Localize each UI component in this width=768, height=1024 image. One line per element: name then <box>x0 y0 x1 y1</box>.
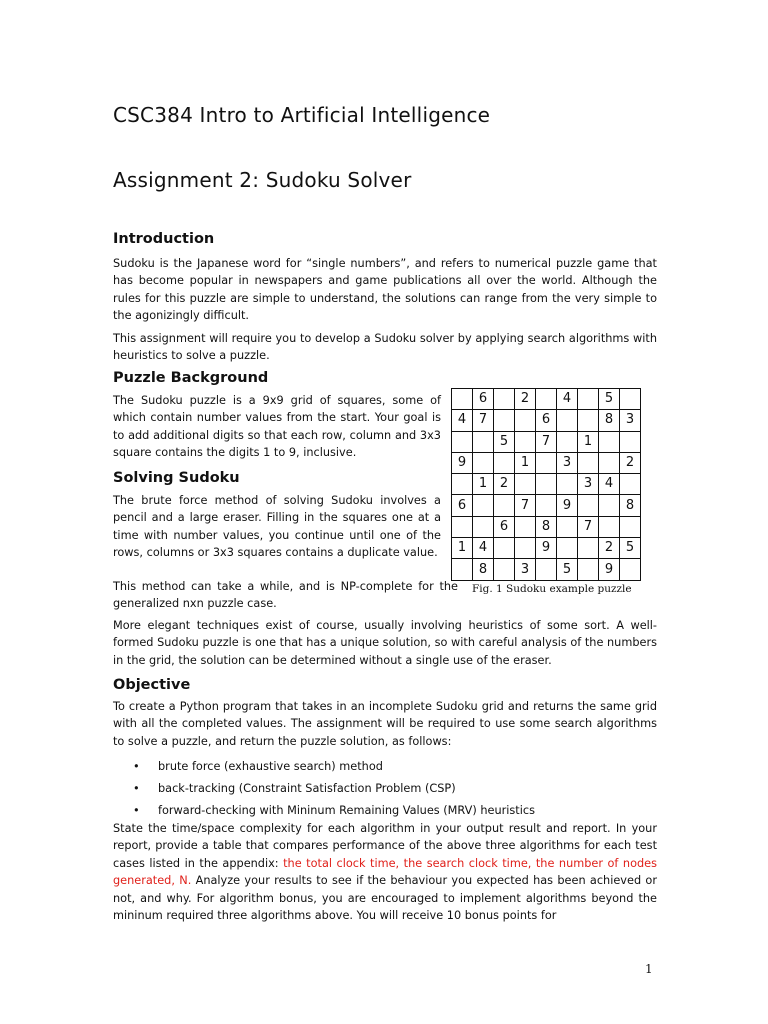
sudoku-cell: 5 <box>494 431 515 452</box>
sudoku-cell: 4 <box>452 410 473 431</box>
sudoku-cell <box>599 431 620 452</box>
sudoku-cell: 9 <box>536 538 557 559</box>
sudoku-cell: 8 <box>620 495 641 516</box>
sudoku-cell: 1 <box>578 431 599 452</box>
sudoku-cell: 7 <box>536 431 557 452</box>
bullet-icon: • <box>133 782 140 795</box>
sudoku-cell <box>473 495 494 516</box>
list-item-text: brute force (exhaustive search) method <box>158 760 383 773</box>
puzzle-background-heading: Puzzle Background <box>113 370 269 386</box>
list-item-text: back-tracking (Constraint Satisfaction Problem (CSP) <box>158 782 456 795</box>
list-item <box>113 780 535 802</box>
puzzle-background-paragraph: The Sudoku puzzle is a 9x9 grid of squares, some of which contain number values from the start. Your goal is to add additional digits so that each row, column and 3x3 square contains the digits 1 to 9, inclusive. <box>113 394 441 460</box>
sudoku-row <box>452 559 641 580</box>
sudoku-cell <box>578 452 599 473</box>
sudoku-cell <box>515 410 536 431</box>
paragraph-text: State the time/space complexity for each algorithm in your output result and report. In your report, provide a table that compares performance of the above three algorithms for each test cases listed in the appendix: <box>113 822 657 870</box>
bullet-icon: • <box>133 760 140 773</box>
bullet-icon: • <box>133 804 140 817</box>
list-item <box>113 758 535 780</box>
sudoku-cell: 3 <box>578 474 599 495</box>
sudoku-cell <box>452 431 473 452</box>
sudoku-cell <box>536 452 557 473</box>
sudoku-cell <box>578 410 599 431</box>
sudoku-cell <box>599 452 620 473</box>
sudoku-cell <box>473 431 494 452</box>
sudoku-row <box>452 538 641 559</box>
list-item-text: forward-checking with Mininum Remaining Values (MRV) heuristics <box>158 804 535 817</box>
sudoku-cell <box>536 389 557 410</box>
sudoku-cell <box>473 452 494 473</box>
sudoku-cell: 1 <box>452 538 473 559</box>
sudoku-row <box>452 452 641 473</box>
sudoku-cell: 1 <box>515 452 536 473</box>
sudoku-row <box>452 516 641 537</box>
sudoku-cell <box>452 516 473 537</box>
sudoku-cell <box>536 495 557 516</box>
algorithm-list <box>113 758 535 824</box>
sudoku-cell <box>494 538 515 559</box>
sudoku-cell <box>452 389 473 410</box>
sudoku-cell: 2 <box>515 389 536 410</box>
sudoku-cell <box>557 516 578 537</box>
introduction-paragraph-1: Sudoku is the Japanese word for “single numbers”, and refers to numerical puzzle game that has become popular in newspapers and game publications all over the world. Although the rules for this puzzle are simple to understand, the solutions can range from the very simple to the agonizingly difficult. <box>113 257 657 323</box>
sudoku-cell: 4 <box>473 538 494 559</box>
objective-paragraph-2 <box>113 820 657 924</box>
sudoku-cell <box>620 516 641 537</box>
sudoku-cell: 2 <box>494 474 515 495</box>
sudoku-cell <box>494 452 515 473</box>
sudoku-cell: 5 <box>599 389 620 410</box>
sudoku-cell: 1 <box>473 474 494 495</box>
sudoku-cell <box>599 516 620 537</box>
sudoku-cell: 3 <box>557 452 578 473</box>
sudoku-cell <box>494 389 515 410</box>
sudoku-cell: 8 <box>473 559 494 580</box>
sudoku-cell: 6 <box>494 516 515 537</box>
introduction-heading: Introduction <box>113 231 215 247</box>
sudoku-cell <box>515 516 536 537</box>
sudoku-cell: 9 <box>557 495 578 516</box>
sudoku-cell <box>536 474 557 495</box>
sudoku-cell <box>578 389 599 410</box>
sudoku-cell: 5 <box>557 559 578 580</box>
sudoku-cell: 6 <box>536 410 557 431</box>
sudoku-cell <box>557 538 578 559</box>
sudoku-cell: 8 <box>536 516 557 537</box>
assignment-title: Assignment 2: Sudoku Solver <box>113 168 412 192</box>
sudoku-cell: 7 <box>578 516 599 537</box>
sudoku-cell <box>578 559 599 580</box>
sudoku-cell: 9 <box>599 559 620 580</box>
sudoku-cell <box>515 538 536 559</box>
sudoku-row <box>452 410 641 431</box>
paragraph-text: Analyze your results to see if the behaviour you expected has been achieved or not, and why. For algorithm bonus, you are encouraged to implement algorithms beyond the mininum required three algorithms above. You will receive 10 bonus points for <box>113 874 657 923</box>
sudoku-row <box>452 495 641 516</box>
sudoku-cell <box>620 431 641 452</box>
solving-sudoku-heading: Solving Sudoku <box>113 470 240 486</box>
sudoku-cell <box>578 538 599 559</box>
sudoku-cell: 4 <box>557 389 578 410</box>
solving-sudoku-paragraph-3: More elegant techniques exist of course, usually involving heuristics of some sort. A well-formed Sudoku puzzle is one that has a unique solution, so with careful analysis of the numbers in the grid, the solution can be determined without a single use of the eraser. <box>113 619 657 667</box>
objective-heading: Objective <box>113 677 191 693</box>
sudoku-cell: 6 <box>473 389 494 410</box>
sudoku-cell <box>494 559 515 580</box>
sudoku-cell: 2 <box>620 452 641 473</box>
sudoku-cell: 7 <box>473 410 494 431</box>
sudoku-cell: 7 <box>515 495 536 516</box>
sudoku-cell <box>515 474 536 495</box>
sudoku-cell <box>494 495 515 516</box>
sudoku-cell <box>452 559 473 580</box>
highlighted-requirement: the total clock time, the search clock time, the number of nodes generated, N. <box>113 856 657 888</box>
sudoku-cell <box>599 495 620 516</box>
figure-caption: Fig. 1 Sudoku example puzzle <box>472 583 632 595</box>
sudoku-cell <box>557 474 578 495</box>
sudoku-cell <box>473 516 494 537</box>
sudoku-cell <box>620 559 641 580</box>
sudoku-cell: 9 <box>452 452 473 473</box>
sudoku-cell <box>620 474 641 495</box>
introduction-paragraph-2: This assignment will require you to develop a Sudoku solver by applying search algorithms with heuristics to solve a puzzle. <box>113 332 657 363</box>
sudoku-cell: 6 <box>452 495 473 516</box>
sudoku-row <box>452 389 641 410</box>
sudoku-cell <box>536 559 557 580</box>
sudoku-cell <box>578 495 599 516</box>
sudoku-cell <box>515 431 536 452</box>
course-title: CSC384 Intro to Artificial Intelligence <box>113 103 491 127</box>
sudoku-cell: 8 <box>599 410 620 431</box>
solving-sudoku-paragraph-2: This method can take a while, and is NP-complete for the generalized nxn puzzle case. <box>113 580 458 611</box>
objective-paragraph-1: To create a Python program that takes in an incomplete Sudoku grid and returns the same grid with all the completed values. The assignment will be required to use some search algorithms to solve a puzzle, and return the puzzle solution, as follows: <box>113 700 657 748</box>
solving-sudoku-paragraph-1: The brute force method of solving Sudoku involves a pencil and a large eraser. Filling in the squares one at a time with number values, you continue until one of the rows, columns or 3x3 squares contains a duplicate value. <box>113 494 441 560</box>
sudoku-cell: 5 <box>620 538 641 559</box>
sudoku-cell: 2 <box>599 538 620 559</box>
sudoku-row <box>452 474 641 495</box>
sudoku-example-grid <box>451 388 641 581</box>
sudoku-cell <box>620 389 641 410</box>
sudoku-cell: 4 <box>599 474 620 495</box>
sudoku-cell: 3 <box>515 559 536 580</box>
sudoku-cell <box>452 474 473 495</box>
sudoku-cell <box>494 410 515 431</box>
page-number: 1 <box>645 962 653 976</box>
sudoku-cell <box>557 410 578 431</box>
sudoku-cell <box>557 431 578 452</box>
sudoku-cell: 3 <box>620 410 641 431</box>
sudoku-row <box>452 431 641 452</box>
